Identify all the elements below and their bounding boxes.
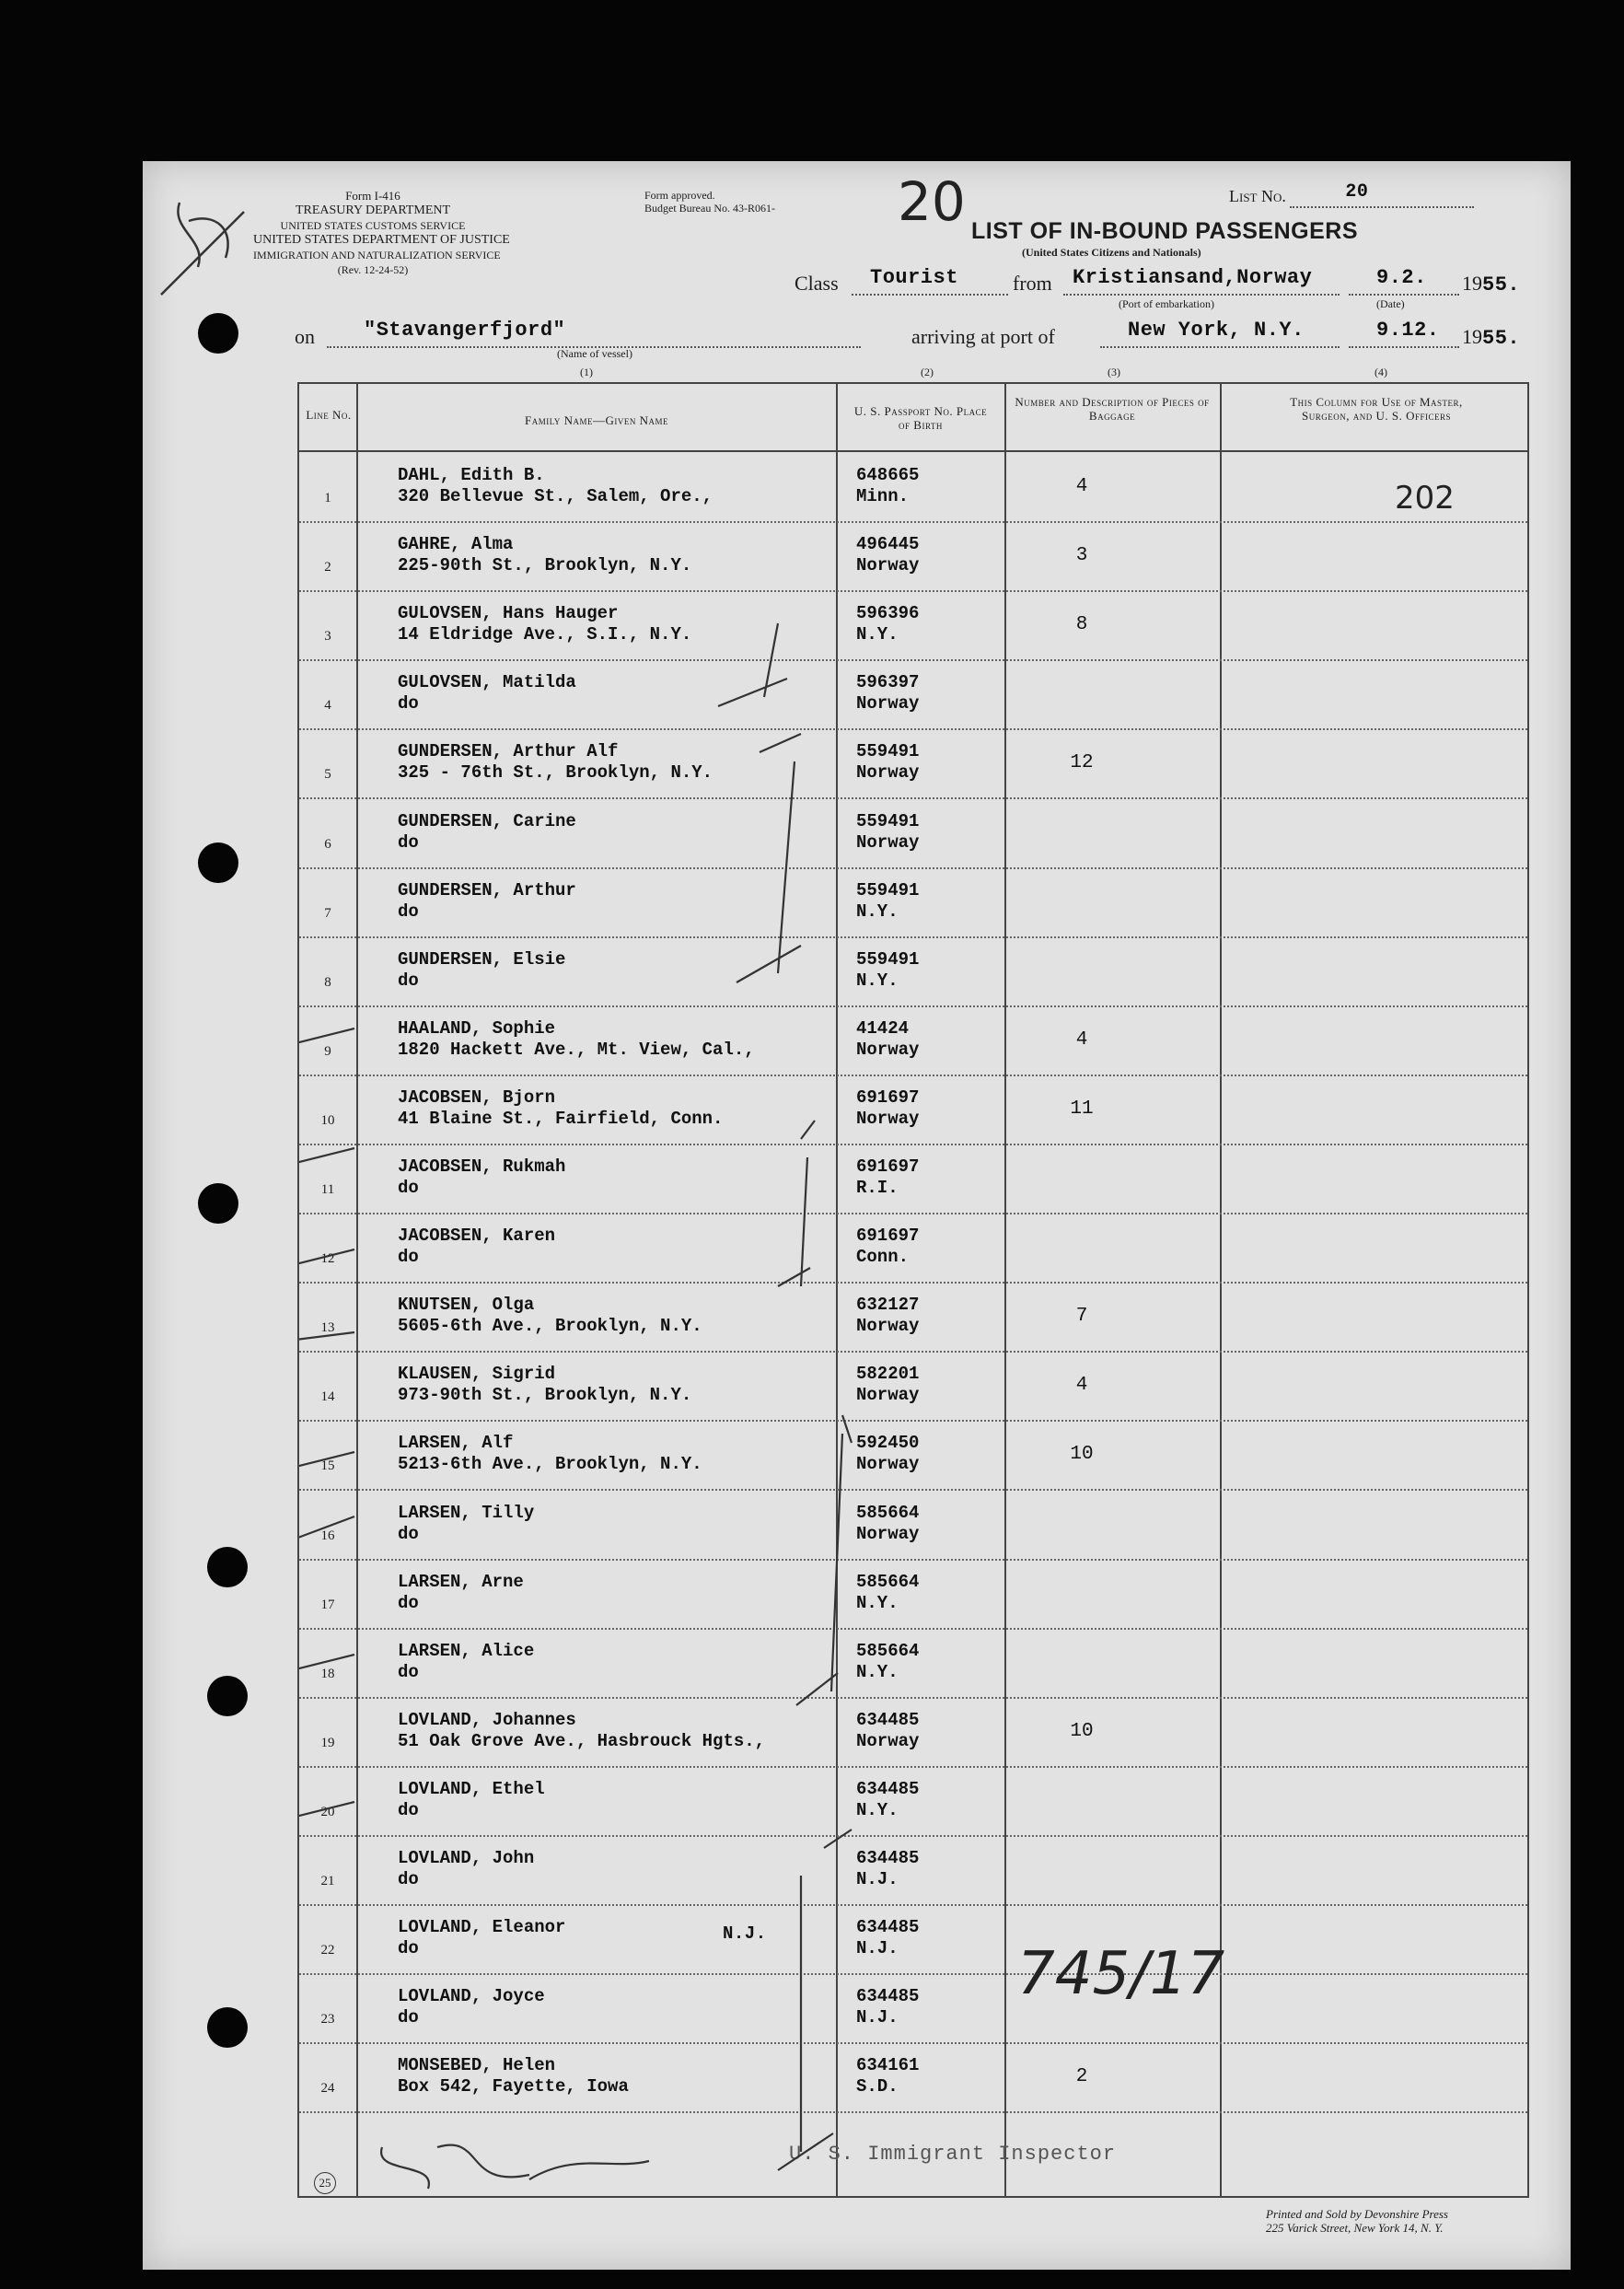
- baggage-count: 10: [1070, 1444, 1094, 1466]
- date2-field: [1349, 319, 1459, 348]
- punch-hole: [207, 2007, 248, 2048]
- col-header-name: Family Name—Given Name: [525, 413, 668, 427]
- passport-number: 559491: [856, 810, 920, 831]
- place-of-birth: Minn.: [856, 486, 910, 506]
- form-number: Form I-416: [345, 189, 400, 203]
- passenger-name: LOVLAND, Johannes: [398, 1709, 576, 1730]
- ins-service: IMMIGRATION AND NATURALIZATION SERVICE: [253, 249, 501, 261]
- line-number: 23: [320, 2012, 335, 2028]
- vessel-field: [327, 319, 861, 348]
- passenger-address: 973-90th St., Brooklyn, N.Y.: [398, 1385, 692, 1406]
- justice-dept: UNITED STATES DEPARTMENT OF JUSTICE: [253, 233, 510, 247]
- col-index-3: (3): [1108, 366, 1120, 378]
- passport-number: 585664: [856, 1640, 920, 1661]
- baggage-count: 2: [1075, 2066, 1088, 2088]
- col-index-2: (2): [921, 366, 934, 378]
- list-no-value: 20: [1345, 181, 1369, 203]
- passenger-address: do: [398, 831, 419, 853]
- passport-number: 634485: [856, 1778, 920, 1799]
- line-number: 19: [320, 1735, 335, 1750]
- line-number: 2: [324, 560, 331, 575]
- col-header-passport: U. S. Passport No. Place of Birth: [853, 404, 988, 432]
- passenger-address: do: [398, 970, 419, 991]
- page-title: LIST OF IN-BOUND PASSENGERS: [971, 218, 1359, 244]
- page-subtitle: (United States Citizens and Nationals): [1022, 246, 1201, 259]
- budget-bureau: Budget Bureau No. 43-R061-: [644, 202, 775, 215]
- passenger-address: 1820 Hackett Ave., Mt. View, Cal.,: [398, 1039, 755, 1060]
- passport-number: 559491: [856, 741, 920, 762]
- passenger-address: do: [398, 1799, 419, 1820]
- place-of-birth: N.Y.: [856, 1799, 899, 1820]
- line-number: 6: [324, 836, 331, 852]
- date-note: (Date): [1376, 297, 1405, 310]
- place-of-birth: N.J.: [856, 2007, 899, 2028]
- place-of-birth: Conn.: [856, 1247, 910, 1268]
- date2-value: 9.12.: [1376, 319, 1440, 342]
- printer-line-2: 225 Varick Street, New York 14, N. Y.: [1266, 2221, 1444, 2235]
- passenger-address: Box 542, Fayette, Iowa: [398, 2076, 629, 2097]
- place-of-birth: N.Y.: [856, 900, 899, 922]
- date1-field: [1349, 266, 1459, 296]
- officer-note: 202: [1395, 480, 1455, 517]
- vessel-value: "Stavangerfjord": [364, 319, 566, 342]
- baggage-count: 4: [1075, 476, 1088, 497]
- passport-number: 648665: [856, 465, 920, 485]
- passport-number: 634485: [856, 1917, 920, 1938]
- passenger-name: LOVLAND, Ethel: [398, 1778, 545, 1799]
- place-of-birth: S.D.: [856, 2076, 899, 2097]
- place-of-birth: N.Y.: [856, 1592, 899, 1613]
- handwritten-tally: 745/17: [1017, 1940, 1225, 2008]
- date1-value: 9.2.: [1376, 266, 1427, 289]
- passport-number: 691697: [856, 1226, 920, 1247]
- line-number: 20: [320, 1804, 335, 1819]
- document-sheet: [143, 161, 1571, 2270]
- baggage-count: 10: [1070, 1720, 1094, 1742]
- passenger-name: LARSEN, Alf: [398, 1433, 514, 1454]
- passport-number: 634161: [856, 2055, 920, 2076]
- passport-number: 585664: [856, 1571, 920, 1592]
- year2: [1462, 325, 1520, 350]
- year1: [1462, 272, 1520, 296]
- passenger-address: do: [398, 1938, 419, 1959]
- passport-number: 691697: [856, 1156, 920, 1177]
- list-no: [1229, 181, 1474, 208]
- place-of-birth: Norway: [856, 1316, 920, 1337]
- place-of-birth: Norway: [856, 1454, 920, 1475]
- passenger-name: GULOVSEN, Hans Hauger: [398, 603, 619, 624]
- passenger-name: GUNDERSEN, Arthur: [398, 879, 576, 900]
- place-of-birth: Norway: [856, 693, 920, 715]
- line-number: 17: [320, 1597, 335, 1612]
- row19-extra: N.J.: [723, 1923, 767, 1944]
- passport-number: 582201: [856, 1364, 920, 1385]
- passport-number: 41424: [856, 1017, 910, 1039]
- passenger-address: 5213-6th Ave., Brooklyn, N.Y.: [398, 1454, 702, 1475]
- passenger-address: 320 Bellevue St., Salem, Ore.,: [398, 486, 713, 506]
- place-of-birth: N.J.: [856, 1938, 899, 1959]
- col-index-4: (4): [1375, 366, 1387, 378]
- passport-number: 496445: [856, 534, 920, 555]
- place-of-birth: N.Y.: [856, 970, 899, 991]
- passenger-address: 51 Oak Grove Ave., Hasbrouck Hgts.,: [398, 1730, 766, 1751]
- punch-hole: [198, 842, 238, 883]
- baggage-count: 4: [1075, 1028, 1088, 1051]
- from-value: Kristiansand,Norway: [1073, 266, 1313, 289]
- treasury-dept: TREASURY DEPARTMENT: [295, 203, 451, 217]
- passenger-name: JACOBSEN, Bjorn: [398, 1086, 556, 1108]
- class-field: [852, 266, 1008, 296]
- passenger-name: GUNDERSEN, Elsie: [398, 948, 566, 970]
- passport-number: 559491: [856, 948, 920, 970]
- punch-hole: [198, 1183, 238, 1224]
- baggage-count: 8: [1075, 614, 1088, 636]
- form-approval: [644, 189, 775, 215]
- col-header-baggage: Number and Description of Pieces of Baggage: [1015, 395, 1210, 423]
- passenger-address: do: [398, 1178, 419, 1198]
- passenger-name: LARSEN, Alice: [398, 1640, 535, 1661]
- place-of-birth: N.J.: [856, 1869, 899, 1889]
- handwritten-list-number: 20: [898, 170, 966, 233]
- baggage-count: 4: [1075, 1375, 1088, 1397]
- port-value: New York, N.Y.: [1128, 319, 1305, 342]
- line-number: 22: [320, 1943, 335, 1958]
- passenger-address: do: [398, 1247, 419, 1268]
- place-of-birth: N.Y.: [856, 624, 899, 645]
- punch-hole: [198, 313, 238, 354]
- passenger-name: HAALAND, Sophie: [398, 1017, 556, 1039]
- passenger-address: do: [398, 1523, 419, 1544]
- line-number: 11: [320, 1182, 335, 1197]
- col-index-1: (1): [580, 366, 593, 378]
- baggage-count: 11: [1070, 1098, 1094, 1120]
- year1-value: 55.: [1482, 273, 1521, 296]
- line-number: 24: [320, 2081, 335, 2097]
- passport-number: 634485: [856, 1986, 920, 2007]
- passenger-address: 225-90th St., Brooklyn, N.Y.: [398, 555, 692, 576]
- passenger-name: KNUTSEN, Olga: [398, 1295, 535, 1316]
- year2-value: 55.: [1482, 327, 1521, 350]
- passport-number: 596397: [856, 672, 920, 693]
- place-of-birth: Norway: [856, 762, 920, 784]
- punch-hole: [207, 1547, 248, 1587]
- embark-note: (Port of embarkation): [1119, 297, 1214, 310]
- line-number: 7: [324, 905, 331, 921]
- passenger-address: do: [398, 1869, 419, 1889]
- line-number: 4: [324, 698, 331, 714]
- arriving-label: arriving at port of: [911, 325, 1055, 348]
- passenger-address: 41 Blaine St., Fairfield, Conn.: [398, 1108, 724, 1129]
- place-of-birth: Norway: [856, 1039, 920, 1060]
- vessel-note: (Name of vessel): [557, 347, 632, 360]
- place-of-birth: Norway: [856, 1385, 920, 1406]
- passenger-name: JACOBSEN, Karen: [398, 1226, 556, 1247]
- line-number: 1: [324, 491, 331, 505]
- passenger-name: GUNDERSEN, Carine: [398, 810, 576, 831]
- passport-number: 691697: [856, 1086, 920, 1108]
- customs-service: UNITED STATES CUSTOMS SERVICE: [280, 219, 466, 232]
- printer-credit: [1266, 2207, 1448, 2235]
- passenger-name: LOVLAND, Eleanor: [398, 1917, 566, 1938]
- passport-number: 634485: [856, 1709, 920, 1730]
- from-field: [1063, 266, 1340, 296]
- line-number: 14: [320, 1389, 335, 1405]
- place-of-birth: R.I.: [856, 1178, 899, 1198]
- passenger-address: 14 Eldridge Ave., S.I., N.Y.: [398, 624, 692, 645]
- line-number: 10: [320, 1112, 335, 1128]
- passport-number: 592450: [856, 1433, 920, 1454]
- form-header-left: [253, 189, 510, 277]
- line-number: 3: [324, 629, 331, 645]
- line-number: 12: [320, 1251, 335, 1267]
- col-header-line: Line No.: [306, 408, 352, 422]
- place-of-birth: N.Y.: [856, 1661, 899, 1682]
- on-label: on: [295, 325, 315, 348]
- baggage-count: 3: [1075, 545, 1088, 567]
- revision: (Rev. 12-24-52): [337, 263, 409, 276]
- port-field: [1100, 319, 1340, 348]
- line-number: 18: [320, 1666, 335, 1681]
- place-of-birth: Norway: [856, 1108, 920, 1129]
- passenger-name: LOVLAND, John: [398, 1848, 535, 1868]
- passport-number: 632127: [856, 1295, 920, 1316]
- passenger-name: LARSEN, Arne: [398, 1571, 524, 1592]
- passenger-address: do: [398, 2007, 419, 2028]
- punch-hole: [207, 1676, 248, 1716]
- line-number: 21: [320, 1874, 335, 1888]
- passenger-name: DAHL, Edith B.: [398, 465, 545, 485]
- bracket-marks: [299, 384, 1524, 2192]
- passenger-name: GULOVSEN, Matilda: [398, 672, 576, 693]
- inspector-signature-line: U. S. Immigrant Inspector: [789, 2143, 1117, 2166]
- passenger-name: GAHRE, Alma: [398, 534, 514, 555]
- place-of-birth: Norway: [856, 555, 920, 576]
- passenger-name: MONSEBED, Helen: [398, 2055, 556, 2076]
- baggage-count: 7: [1075, 1306, 1088, 1328]
- line-number: 15: [320, 1458, 335, 1474]
- from-label: from: [1013, 272, 1052, 295]
- passport-number: 634485: [856, 1848, 920, 1868]
- passenger-address: do: [398, 1592, 419, 1613]
- passenger-address: do: [398, 900, 419, 922]
- passenger-name: LOVLAND, Joyce: [398, 1986, 545, 2007]
- place-of-birth: Norway: [856, 1523, 920, 1544]
- passenger-name: JACOBSEN, Rukmah: [398, 1156, 566, 1177]
- passport-number: 559491: [856, 879, 920, 900]
- year2-prefix: 19: [1462, 325, 1482, 348]
- line-number: 16: [320, 1528, 335, 1543]
- passenger-name: KLAUSEN, Sigrid: [398, 1364, 556, 1385]
- place-of-birth: Norway: [856, 1730, 920, 1751]
- passenger-name: GUNDERSEN, Arthur Alf: [398, 741, 619, 762]
- class-value: Tourist: [870, 266, 958, 289]
- year1-prefix: 19: [1462, 272, 1482, 295]
- handwritten-scrawl: [143, 175, 281, 304]
- line-number: 9: [324, 1043, 331, 1059]
- place-of-birth: Norway: [856, 831, 920, 853]
- passport-number: 585664: [856, 1502, 920, 1523]
- passenger-name: LARSEN, Tilly: [398, 1502, 535, 1523]
- passenger-address: 325 - 76th St., Brooklyn, N.Y.: [398, 762, 713, 784]
- class-label: Class: [795, 272, 839, 295]
- form-approved: Form approved.: [644, 189, 715, 202]
- list-no-label: List No.: [1229, 187, 1286, 205]
- baggage-count: 12: [1070, 752, 1094, 774]
- row25-number: 25: [314, 2172, 336, 2194]
- col-header-officers: This Column for Use of Master, Surgeon, and U. S. Officers: [1290, 395, 1463, 423]
- line-number: 13: [320, 1320, 335, 1336]
- passenger-address: do: [398, 693, 419, 715]
- passenger-table: [297, 382, 1529, 2198]
- line-number: 8: [324, 974, 331, 990]
- passport-number: 596396: [856, 603, 920, 624]
- passenger-address: do: [398, 1661, 419, 1682]
- passenger-address: 5605-6th Ave., Brooklyn, N.Y.: [398, 1316, 702, 1337]
- line-number: 5: [324, 767, 331, 783]
- printer-line-1: Printed and Sold by Devonshire Press: [1266, 2207, 1448, 2221]
